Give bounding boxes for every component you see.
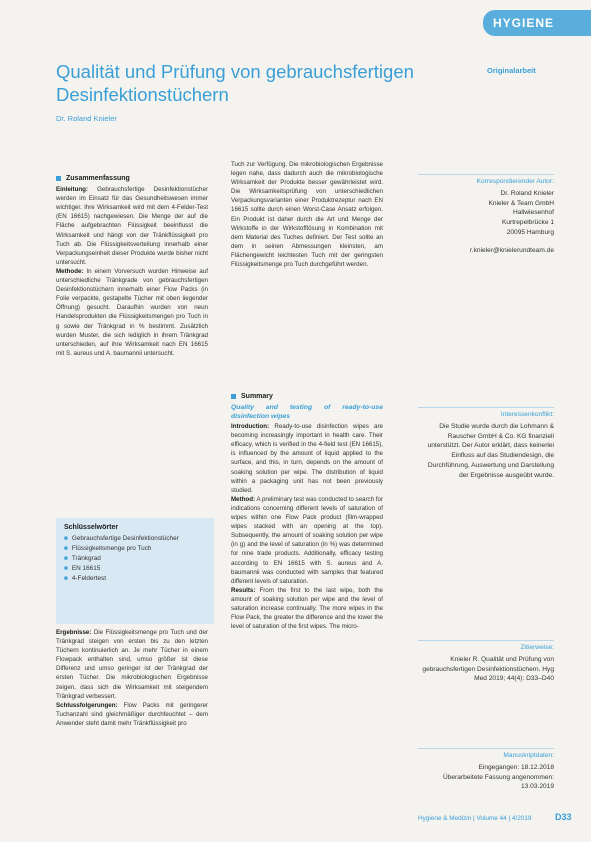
corresponding-author-heading: Korrespondierender Autor: xyxy=(476,178,554,185)
citation-text: Knieler R. Qualität und Prüfung von gebrauchsfertigen Desinfektionstüchern. Hyg Med 2019; 44(4): D33–D40 xyxy=(422,655,554,683)
divider xyxy=(418,748,554,749)
citation-heading: Zitierweise: xyxy=(520,644,554,651)
article-author: Dr. Roland Knieler xyxy=(56,114,117,123)
author-email-link[interactable]: r.knieler@knielerundteam.de xyxy=(469,246,554,254)
keyword-item: ■ Tränkgrad xyxy=(64,555,101,562)
ergebnisse-paragraph: Ergebnisse: Die Flüssigkeitsmenge pro Tuch und der Tränkgrad steigen von ersten bis zu den letzten Tüchern kontinuierlich an. Je mehr Tücher in einem Flowpack enthalten sind, umso größer ist diese Differenz und umso geringer ist der Tränkgrad der ersten Tücher. Die mikrobiologischen Ergebnisse zeigen, dass sich die Wirksamkeit mit steigendem Tränkgrad verbessert. xyxy=(56,629,208,700)
results-paragraph: Results: From the first to the last wipe, both the amount of soaking solution per wipe and the level of saturation increase continually. The more wipes in the Flow Pack, the greater the difference and the lower the level of saturation of the first wipes. The micro- xyxy=(231,586,383,631)
manuscript-data-heading: Manuskriptdaten: xyxy=(503,752,554,759)
summary-subtitle: Quality and testing of ready-to-use disinfection wipes xyxy=(231,404,383,421)
bullet-icon: ■ xyxy=(64,565,68,572)
category-badge: HYGIENE xyxy=(483,10,591,36)
section-square-icon xyxy=(56,176,61,181)
zusammenfassung-continuation: Tuch zur Verfügung. Die mikrobiologischen Ergebnisse legen nahe, dass dadurch auch die mikrobiologische Wirksamkeit der Produkte besser gewährleistet wird. Die Wirksamkeitsprüfung von unterschiedlichen Verpackungsvarianten einer Produktrezeptur nach EN 16615 sollte durch einen Worst-Case Ansatz erfolgen. Ein Produkt ist daher durch die Art und Menge der Wirkstoffe in der Wirkstofflösung in Kombination mit dem Material des Tuches definiert. Der Test sollte an dem in seinen Abmessungen kleinsten, am Flächengewicht leichtesten Tuch mit der geringsten Flüssigkeitsmenge pro Tuch durchgeführt werden. xyxy=(231,161,383,269)
corresponding-author-block: Korrespondierender Autor: Dr. Roland Knieler Knieler & Team GmbH Hallwiesenhof Kurtrepelbrücke 1 20095 Hamburg r.knieler@knielerundteam.de xyxy=(418,174,554,256)
keyword-item: ■ 4-Feldertest xyxy=(64,575,106,582)
article-title: Qualität und Prüfung von gebrauchsfertigen Desinfektionstüchern xyxy=(56,61,414,105)
einleitung-paragraph: Einleitung: Gebrauchsfertige Desinfektionstücher werden im Einsatz für das Gesundheitswesen immer wichtiger. Ihre Wirksamkeit wird mit dem 4-Felder-Test (EN 16615) nachgewiesen. Die Menge der auf die Fläche aufgebrachten Flüssigkeit beeinflusst die Wirksamkeit und hängt von der Tränkflüssigkeit pro Tuch ab. Die Flüssigkeitsverteilung innerhalb einer Verpackungseinheit dieser Produkte wurde bisher nicht untersucht. xyxy=(56,186,208,266)
keyword-item: ■ Flüssigkeitsmenge pro Tuch xyxy=(64,545,152,552)
journal-footer: Hygiene & Medizin | Volume 44 | 4/2019 xyxy=(418,815,532,822)
method-paragraph: Method: A preliminary test was conducted to search for indications concerning different levels of saturation of wipes within one Flow Pack product (film-wrapped wipes stacked with an opening at the top). Subsequently, the amount of soaking solution per wipe (in g) and the level of saturation (in %) was determined for nine trade products. Additionally, efficacy testing according to EN 16615 with S. aureus and A. baumannii was conducted with samples that featured different levels of saturation. xyxy=(231,495,384,585)
manuscript-data-block xyxy=(418,748,554,792)
section-square-icon xyxy=(231,394,236,399)
introduction-paragraph: Introduction: Ready-to-use disinfection wipes are becoming increasingly important in health care. Their efficacy, which is verified in the 4-field test (EN 16615), is influenced by the amount of liquid applied to the surface, and this, in turn, depends on the amount of soaking solution per wipe. The distribution of liquid within a packaging unit has not been previously studied. xyxy=(231,423,383,494)
divider xyxy=(418,174,554,175)
bullet-icon: ■ xyxy=(64,535,68,542)
divider xyxy=(418,407,554,408)
conflict-of-interest-heading: Interessenkonflikt: xyxy=(500,411,554,418)
methode-paragraph: Methode: In einem Vorversuch wurden Hinweise auf unterschiedliche Tränkgrade von gebrauchsfertigen Desinfektionstüchern innerhalb einer Flow Packs (in Folie verpackte, gestapelte Tücher mit oben liegender Öffnung) gesucht. Daraufhin wurden von neun Handelsprodukten die Flüssigkeitsmengen pro Tuch in g sowie der Tränkgrad in % bestimmt. Zusätzlich wurden Muster, die sich lediglich in ihrem Tränkgrad unterschieden, auf ihre Wirksamkeit nach EN 16615 mit S. aureus und A. baumannii untersucht. xyxy=(56,267,208,357)
summary-heading: Summary xyxy=(231,392,383,401)
accepted-date: Überarbeitete Fassung angenommen: 13.03.2019 xyxy=(442,773,554,791)
bullet-icon: ■ xyxy=(64,555,68,562)
zusammenfassung-heading: Zusammenfassung xyxy=(56,174,208,183)
bullet-icon: ■ xyxy=(64,575,68,582)
article-type-label: Originalarbeit xyxy=(487,66,536,75)
citation-block xyxy=(418,640,554,684)
page-number: D33 xyxy=(555,812,572,822)
received-date: Eingegangen: 18.12.2018 xyxy=(478,763,554,771)
divider xyxy=(418,640,554,641)
keyword-item: ■ EN 16615 xyxy=(64,565,101,572)
keywords-title: Schlüsselwörter xyxy=(64,524,119,531)
conflict-of-interest-text: Die Studie wurde durch die Lohmann & Rauscher GmbH & Co. KG finanziell unterstützt. Der Autor erklärt, dass keinerlei Einfluss auf das Studiendesign, die Durchführung, Auswertung und Darstellung der Ergebnisse ausgeübt wurde. xyxy=(427,422,554,479)
summary-block xyxy=(231,392,383,631)
conflict-of-interest-block xyxy=(418,407,554,481)
ergebnisse-block xyxy=(56,628,208,728)
keywords-box xyxy=(56,518,214,624)
keywords-list xyxy=(64,534,206,584)
zusammenfassung-block xyxy=(56,174,208,358)
bullet-icon: ■ xyxy=(64,545,68,552)
keyword-item: ■ Gebrauchsfertige Desinfektionstücher xyxy=(64,535,179,542)
schlussfolgerungen-paragraph: Schlussfolgerungen: Flow Packs mit geringerer Tuchanzahl sind gleichmäßiger durchfeuchtet – dem Anwender steht damit mehr Tränkflüssigkeit pro xyxy=(56,701,208,727)
